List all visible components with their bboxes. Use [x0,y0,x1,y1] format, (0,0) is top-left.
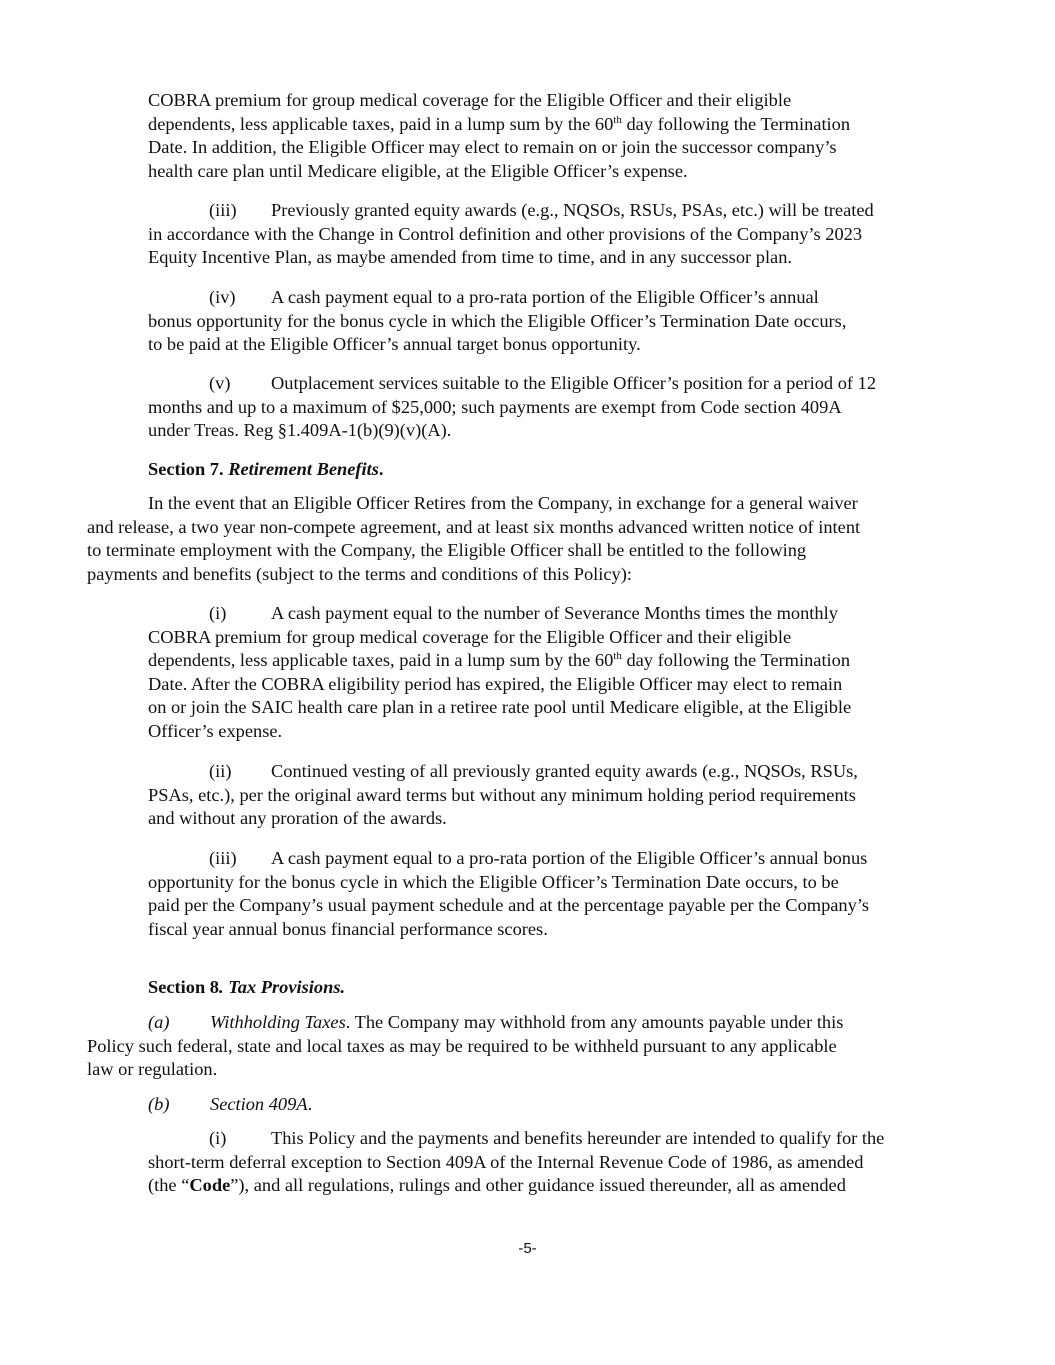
paragraph-iii-pro-rata-bonus: (iii) A cash payment equal to a pro-rata portion of the Eligible Officer’s annual bonus opportunity for the bonus cycle in which the Eligible Officer’s Termination Date occurs, to be paid per the Company’s usual payment schedule and at the percentage payable per the Company’s fiscal year annual bonus financial performance scores. [148,848,870,939]
item-letter: (b) [148,1094,170,1114]
item-number: (i) [209,603,227,623]
item-number: (iii) [209,200,237,220]
item-number: (i) [209,1128,227,1148]
paragraph-retirement-intro: In the event that an Eligible Officer Retires from the Company, in exchange for a general waiver and release, a two year non-compete agreement, and at least six months advanced written notice of intent to terminate employment with the Company, the Eligible Officer shall be entitled to the following payments and benefits (subject to the terms and conditions of this Policy): [87,493,861,584]
section-7-heading: Section 7. Retirement Benefits. [148,459,384,479]
item-letter: (a) [148,1012,170,1032]
paragraph-v-outplacement: (v) Outplacement services suitable to the Eligible Officer’s position for a period of 12 months and up to a maximum of $25,000; such payments are exempt from Code section 409A under Treas. Reg §1.409A-1(b)(9)(v)(A). [148,373,877,441]
paragraph-i-cobra-payment: (i) A cash payment equal to the number of Severance Months times the monthly COBRA premium for group medical coverage for the Eligible Officer and their eligible dependents, less applicable taxes, paid in a lump sum by the 60th day following the Termination Date. After the COBRA eligibility period has expired, the Eligible Officer may elect to remain on or join the SAIC health care plan in a retiree rate pool until Medicare eligible, at the Eligible Officer’s expense. [148,603,852,741]
item-number: (iii) [209,848,237,868]
paragraph-iv-bonus: (iv) A cash payment equal to a pro-rata portion of the Eligible Officer’s annual bonus opportunity for the bonus cycle in which the Eligible Officer’s Termination Date occurs, to be paid at the Eligible Officer’s annual target bonus opportunity. [148,287,847,355]
paragraph-i-short-term-deferral: (i) This Policy and the payments and benefits hereunder are intended to qualify for the short-term deferral exception to Section 409A of the Internal Revenue Code of 1986, as amended (the “Code”), and all regulations, rulings and other guidance issued thereunder, all as amended [148,1128,885,1196]
item-number: (ii) [209,761,232,781]
section-8-heading: Section 8. Tax Provisions. [148,977,346,997]
page-number: -5- [518,1240,537,1257]
item-number: (v) [209,373,231,393]
item-number: (iv) [209,287,236,307]
paragraph-a-withholding-taxes: (a) Withholding Taxes. The Company may withhold from any amounts payable under this Policy such federal, state and local taxes as may be required to be withheld pursuant to any applicable law or regulation. [87,1012,844,1080]
paragraph-iii-equity-awards: (iii) Previously granted equity awards (e.g., NQSOs, RSUs, PSAs, etc.) will be treated in accordance with the Change in Control definition and other provisions of the Company’s 2023 Equity Incentive Plan, as maybe amended from time to time, and in any successor plan. [148,200,874,268]
paragraph-cobra-continuation: COBRA premium for group medical coverage for the Eligible Officer and their eligible dependents, less applicable taxes, paid in a lump sum by the 60th day following the Termination Date. In addition, the Eligible Officer may elect to remain on or join the successor company’s health care plan until Medicare eligible, at the Eligible Officer’s expense. [148,90,851,181]
paragraph-ii-vesting: (ii) Continued vesting of all previously granted equity awards (e.g., NQSOs, RSUs, PSAs, etc.), per the original award terms but without any minimum holding period requirements and without any proration of the awards. [148,761,858,829]
paragraph-b-section-409a: (b) Section 409A. [87,1093,964,1117]
